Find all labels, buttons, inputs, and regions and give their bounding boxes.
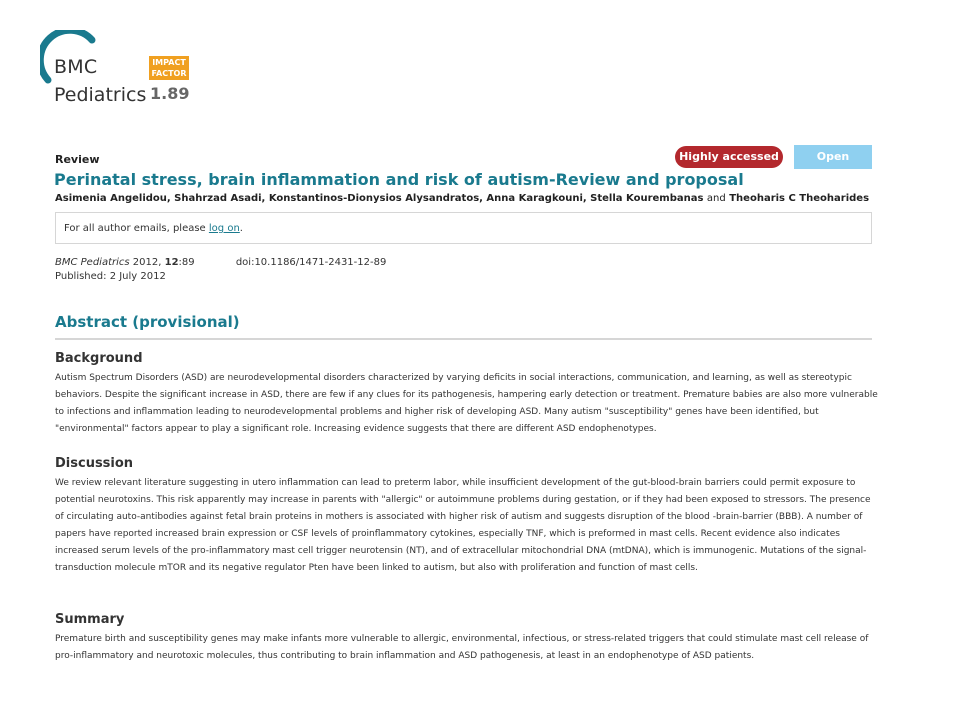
highly-accessed-badge: Highly accessed	[675, 146, 783, 168]
doi[interactable]: doi:10.1186/1471-2431-12-89	[235, 257, 387, 268]
impact-factor-badge: IMPACT FACTOR	[149, 56, 189, 80]
discussion-text: We review relevant literature suggesting in utero inflammation can lead to preterm labor, while insufficient development of the gut-blood-brain barriers could permit exposure to potential neurotoxins. This risk apparently may increase in parents with "allergic" or autoimmune problems during gestation, or if they had been exposed to stressors. The presence of circulating auto-antibodies against fetal brain proteins in mothers is associated with higher risk of autism and suggests disruption of the blood -brain-barrier (BBB). A number of papers have reported increased brain expression or CSF levels of proinflammatory cytokines, especially TNF, which is preformed in mast cells. Recent evidence also indicates increased serum levels of the pro-inflammatory mast cell trigger neurotensin (NT), and of extracellular mitochondrial DNA (mtDNA), which is immunogenic. Mutations of the signal-transduction molecule mTOR and its negative regulator Pten have been linked to autism, but also with proliferation and function of mast cells.	[55, 478, 871, 573]
background-section	[55, 351, 880, 438]
author-email-notice	[55, 212, 872, 244]
journal-name: BMC Pediatrics	[55, 257, 130, 268]
article-title: Perinatal stress, brain inflammation and risk of autism-Review and proposal	[54, 170, 744, 189]
authors-last[interactable]: Theoharis C Theoharides	[729, 193, 870, 204]
logo-name-line2: Pediatrics	[54, 84, 147, 106]
citation-year: 2012,	[132, 257, 162, 268]
background-text: Autism Spectrum Disorders (ASD) are neurodevelopmental disorders characterized by varying deficits in social interactions, communication, and learning, as well as stereotypic behaviors. Despite the significant increase in ASD, there are few if any clues for its pathogenesis, hampering early detection or treatment. Premature babies are also more vulnerable to infections and inflammation leading to neurodevelopmental problems and higher risk of developing ASD. Many autism "susceptibility" genes have been identified, but "environmental" factors appear to play a significant role. Increasing evidence suggests that there are different ASD endophenotypes.	[55, 373, 878, 434]
impact-factor-value: 1.89	[150, 84, 190, 103]
open-access-badge[interactable]: Open Access	[794, 145, 872, 169]
log-on-link[interactable]: log on	[208, 223, 240, 234]
published-date: Published: 2 July 2012	[55, 271, 166, 282]
summary-heading: Summary	[55, 612, 125, 627]
summary-text: Premature birth and susceptibility genes may make infants more vulnerable to allergic, environmental, infectious, or stress-related triggers that could stimulate mast cell release of pro-inflammatory and neurotoxic molecules, thus contributing to brain inflammation and ASD pathogenesis, at least in an endophenotype of ASD patients.	[55, 634, 869, 661]
abstract-heading: Abstract (provisional)	[55, 313, 240, 331]
citation-page: :89	[178, 257, 195, 268]
section-divider	[55, 338, 872, 340]
logo-name-line1: BMC	[54, 56, 98, 78]
author-list	[55, 193, 869, 204]
email-notice-suffix: .	[239, 223, 243, 234]
discussion-section	[55, 456, 880, 577]
summary-section	[55, 612, 880, 665]
journal-logo[interactable]	[40, 30, 210, 110]
article-type: Review	[55, 153, 100, 166]
authors-main[interactable]: Asimenia Angelidou, Shahrzad Asadi, Konstantinos-Dionysios Alysandratos, Anna Karagkouni, Stella Kourembanas	[55, 193, 704, 204]
email-notice-text: For all author emails, please	[64, 223, 206, 234]
citation-volume: 12	[164, 257, 179, 268]
discussion-heading: Discussion	[55, 456, 134, 471]
authors-and: and	[706, 193, 726, 204]
citation-block	[55, 256, 386, 284]
background-heading: Background	[55, 351, 143, 366]
